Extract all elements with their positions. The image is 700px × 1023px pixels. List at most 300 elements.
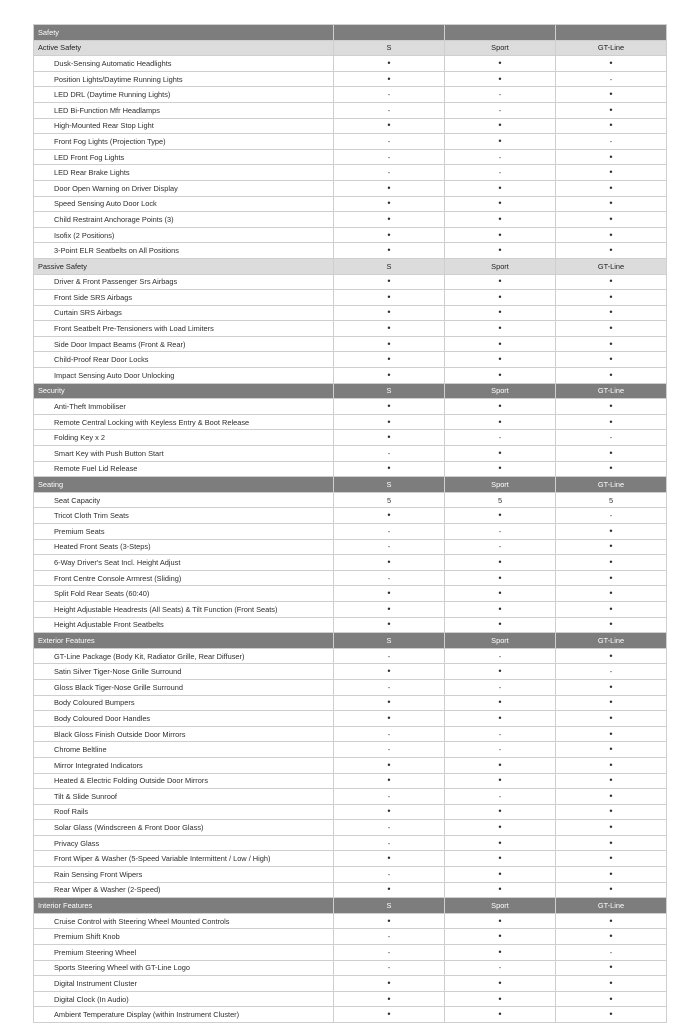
availability-sport: • bbox=[445, 446, 556, 462]
availability-s: • bbox=[334, 430, 445, 446]
availability-s: • bbox=[334, 321, 445, 337]
table-row bbox=[34, 913, 667, 929]
availability-gt-line: • bbox=[556, 461, 667, 477]
table-row bbox=[34, 960, 667, 976]
feature-name: Folding Key x 2 bbox=[34, 430, 334, 446]
availability-sport: • bbox=[445, 243, 556, 259]
availability-s: • bbox=[334, 274, 445, 290]
feature-name: Child-Proof Rear Door Locks bbox=[34, 352, 334, 368]
availability-gt-line: • bbox=[556, 305, 667, 321]
availability-s: - bbox=[334, 726, 445, 742]
availability-sport: - bbox=[445, 430, 556, 446]
feature-name: Side Door Impact Beams (Front & Rear) bbox=[34, 336, 334, 352]
feature-name: LED Front Fog Lights bbox=[34, 149, 334, 165]
table-row bbox=[34, 118, 667, 134]
table-row bbox=[34, 757, 667, 773]
availability-s: - bbox=[334, 835, 445, 851]
feature-name: Tricot Cloth Trim Seats bbox=[34, 508, 334, 524]
availability-gt-line: • bbox=[556, 539, 667, 555]
availability-sport: • bbox=[445, 305, 556, 321]
availability-sport: 5 bbox=[445, 492, 556, 508]
column-header: Sport bbox=[445, 258, 556, 274]
column-header: GT-Line bbox=[556, 258, 667, 274]
availability-sport: • bbox=[445, 399, 556, 415]
table-row bbox=[34, 867, 667, 883]
availability-s: • bbox=[334, 757, 445, 773]
specification-table bbox=[33, 24, 667, 1023]
feature-name: Anti-Theft Immobiliser bbox=[34, 399, 334, 415]
availability-gt-line: • bbox=[556, 180, 667, 196]
feature-name: Impact Sensing Auto Door Unlocking bbox=[34, 368, 334, 384]
availability-sport: - bbox=[445, 726, 556, 742]
availability-sport: • bbox=[445, 508, 556, 524]
availability-sport: - bbox=[445, 742, 556, 758]
table-row bbox=[34, 539, 667, 555]
availability-gt-line: • bbox=[556, 399, 667, 415]
availability-sport: • bbox=[445, 461, 556, 477]
section-header-seating bbox=[34, 477, 667, 493]
table-row bbox=[34, 227, 667, 243]
availability-s: - bbox=[334, 648, 445, 664]
availability-gt-line: • bbox=[556, 960, 667, 976]
availability-s: • bbox=[334, 196, 445, 212]
availability-s: • bbox=[334, 227, 445, 243]
availability-s: • bbox=[334, 399, 445, 415]
table-row bbox=[34, 804, 667, 820]
table-row bbox=[34, 461, 667, 477]
column-header: Sport bbox=[445, 898, 556, 914]
table-row bbox=[34, 835, 667, 851]
feature-name: Isofix (2 Positions) bbox=[34, 227, 334, 243]
feature-name: Chrome Beltline bbox=[34, 742, 334, 758]
availability-s: • bbox=[334, 851, 445, 867]
section-title: Security bbox=[34, 383, 334, 399]
availability-sport: - bbox=[445, 524, 556, 540]
table-row bbox=[34, 945, 667, 961]
availability-s: • bbox=[334, 882, 445, 898]
availability-s: - bbox=[334, 820, 445, 836]
table-row bbox=[34, 648, 667, 664]
table-row bbox=[34, 321, 667, 337]
availability-gt-line: - bbox=[556, 508, 667, 524]
availability-gt-line: • bbox=[556, 570, 667, 586]
availability-s: • bbox=[334, 352, 445, 368]
table-row bbox=[34, 446, 667, 462]
availability-s: • bbox=[334, 368, 445, 384]
availability-s: • bbox=[334, 711, 445, 727]
availability-sport: • bbox=[445, 321, 556, 337]
availability-s: • bbox=[334, 212, 445, 228]
availability-s: • bbox=[334, 305, 445, 321]
table-row bbox=[34, 929, 667, 945]
feature-name: Door Open Warning on Driver Display bbox=[34, 180, 334, 196]
table-row bbox=[34, 773, 667, 789]
feature-name: Privacy Glass bbox=[34, 835, 334, 851]
availability-s: • bbox=[334, 243, 445, 259]
feature-name: Front Wiper & Washer (5-Speed Variable Intermittent / Low / High) bbox=[34, 851, 334, 867]
availability-gt-line: • bbox=[556, 555, 667, 571]
availability-sport: • bbox=[445, 913, 556, 929]
feature-name: Driver & Front Passenger Srs Airbags bbox=[34, 274, 334, 290]
availability-gt-line: • bbox=[556, 352, 667, 368]
availability-sport: - bbox=[445, 539, 556, 555]
availability-gt-line: • bbox=[556, 601, 667, 617]
availability-gt-line: • bbox=[556, 336, 667, 352]
availability-s: - bbox=[334, 149, 445, 165]
availability-s: • bbox=[334, 118, 445, 134]
availability-sport: • bbox=[445, 820, 556, 836]
table-row bbox=[34, 851, 667, 867]
availability-s: • bbox=[334, 336, 445, 352]
subsection-header-passive-safety bbox=[34, 258, 667, 274]
table-row bbox=[34, 664, 667, 680]
availability-s: - bbox=[334, 867, 445, 883]
availability-s: - bbox=[334, 789, 445, 805]
feature-name: Black Gloss Finish Outside Door Mirrors bbox=[34, 726, 334, 742]
availability-gt-line: • bbox=[556, 274, 667, 290]
availability-sport: • bbox=[445, 336, 556, 352]
availability-sport: • bbox=[445, 695, 556, 711]
availability-gt-line: - bbox=[556, 71, 667, 87]
feature-name: Body Coloured Bumpers bbox=[34, 695, 334, 711]
availability-sport: • bbox=[445, 212, 556, 228]
column-header: S bbox=[334, 898, 445, 914]
availability-gt-line: • bbox=[556, 882, 667, 898]
section-header-security bbox=[34, 383, 667, 399]
availability-sport: • bbox=[445, 976, 556, 992]
column-header: GT-Line bbox=[556, 477, 667, 493]
availability-gt-line: • bbox=[556, 524, 667, 540]
feature-name: Front Centre Console Armrest (Sliding) bbox=[34, 570, 334, 586]
availability-gt-line: • bbox=[556, 102, 667, 118]
availability-gt-line: • bbox=[556, 446, 667, 462]
column-header: Sport bbox=[445, 477, 556, 493]
feature-name: Rear Wiper & Washer (2-Speed) bbox=[34, 882, 334, 898]
feature-name: 6-Way Driver's Seat Incl. Height Adjust bbox=[34, 555, 334, 571]
availability-sport: - bbox=[445, 165, 556, 181]
availability-s: • bbox=[334, 664, 445, 680]
table-row bbox=[34, 290, 667, 306]
availability-sport: • bbox=[445, 274, 556, 290]
availability-sport: - bbox=[445, 679, 556, 695]
table-row bbox=[34, 87, 667, 103]
availability-sport: • bbox=[445, 586, 556, 602]
availability-gt-line: • bbox=[556, 929, 667, 945]
feature-name: Dusk-Sensing Automatic Headlights bbox=[34, 56, 334, 72]
availability-gt-line: • bbox=[556, 695, 667, 711]
availability-s: • bbox=[334, 695, 445, 711]
column-header: Sport bbox=[445, 383, 556, 399]
availability-gt-line: • bbox=[556, 679, 667, 695]
availability-sport: - bbox=[445, 149, 556, 165]
availability-sport: • bbox=[445, 929, 556, 945]
feature-name: Smart Key with Push Button Start bbox=[34, 446, 334, 462]
availability-sport: • bbox=[445, 71, 556, 87]
availability-s: • bbox=[334, 414, 445, 430]
feature-name: Body Coloured Door Handles bbox=[34, 711, 334, 727]
feature-name: Curtain SRS Airbags bbox=[34, 305, 334, 321]
availability-gt-line: • bbox=[556, 867, 667, 883]
table-row bbox=[34, 711, 667, 727]
table-row bbox=[34, 305, 667, 321]
availability-gt-line: 5 bbox=[556, 492, 667, 508]
feature-name: Seat Capacity bbox=[34, 492, 334, 508]
table-row bbox=[34, 274, 667, 290]
availability-gt-line: • bbox=[556, 290, 667, 306]
feature-name: Heated & Electric Folding Outside Door Mirrors bbox=[34, 773, 334, 789]
table-row bbox=[34, 212, 667, 228]
availability-gt-line: • bbox=[556, 804, 667, 820]
availability-gt-line: • bbox=[556, 118, 667, 134]
feature-name: Mirror Integrated Indicators bbox=[34, 757, 334, 773]
availability-sport: • bbox=[445, 56, 556, 72]
table-row bbox=[34, 524, 667, 540]
availability-sport: - bbox=[445, 960, 556, 976]
availability-sport: • bbox=[445, 555, 556, 571]
feature-name: Digital Clock (In Audio) bbox=[34, 991, 334, 1007]
availability-s: - bbox=[334, 929, 445, 945]
availability-s: - bbox=[334, 446, 445, 462]
availability-sport: • bbox=[445, 757, 556, 773]
availability-s: • bbox=[334, 71, 445, 87]
table-row bbox=[34, 570, 667, 586]
subsection-header-active-safety bbox=[34, 40, 667, 56]
availability-s: - bbox=[334, 539, 445, 555]
feature-name: Child Restraint Anchorage Points (3) bbox=[34, 212, 334, 228]
column-header: S bbox=[334, 477, 445, 493]
table-row bbox=[34, 555, 667, 571]
availability-s: • bbox=[334, 991, 445, 1007]
availability-s: 5 bbox=[334, 492, 445, 508]
subsection-title: Passive Safety bbox=[34, 258, 334, 274]
availability-s: • bbox=[334, 586, 445, 602]
availability-gt-line: • bbox=[556, 227, 667, 243]
availability-gt-line: • bbox=[556, 1007, 667, 1023]
availability-s: - bbox=[334, 945, 445, 961]
table-row bbox=[34, 991, 667, 1007]
availability-s: - bbox=[334, 102, 445, 118]
availability-gt-line: • bbox=[556, 742, 667, 758]
availability-s: • bbox=[334, 461, 445, 477]
availability-sport: • bbox=[445, 118, 556, 134]
section-title: Safety bbox=[34, 25, 334, 41]
column-header: S bbox=[334, 40, 445, 56]
availability-gt-line: • bbox=[556, 586, 667, 602]
column-header: GT-Line bbox=[556, 40, 667, 56]
availability-sport: • bbox=[445, 290, 556, 306]
table-row bbox=[34, 882, 667, 898]
availability-sport: • bbox=[445, 851, 556, 867]
availability-sport: • bbox=[445, 664, 556, 680]
empty-cell bbox=[445, 25, 556, 41]
table-row bbox=[34, 586, 667, 602]
table-row bbox=[34, 492, 667, 508]
availability-gt-line: • bbox=[556, 617, 667, 633]
availability-sport: • bbox=[445, 1007, 556, 1023]
table-row bbox=[34, 180, 667, 196]
availability-gt-line: • bbox=[556, 149, 667, 165]
section-title: Seating bbox=[34, 477, 334, 493]
availability-gt-line: • bbox=[556, 851, 667, 867]
availability-sport: • bbox=[445, 196, 556, 212]
availability-s: • bbox=[334, 290, 445, 306]
availability-gt-line: • bbox=[556, 976, 667, 992]
section-title: Exterior Features bbox=[34, 633, 334, 649]
availability-gt-line: • bbox=[556, 321, 667, 337]
table-row bbox=[34, 679, 667, 695]
table-row bbox=[34, 352, 667, 368]
feature-name: Heated Front Seats (3-Steps) bbox=[34, 539, 334, 555]
feature-name: Position Lights/Daytime Running Lights bbox=[34, 71, 334, 87]
availability-s: • bbox=[334, 804, 445, 820]
table-row bbox=[34, 399, 667, 415]
availability-gt-line: • bbox=[556, 368, 667, 384]
table-row bbox=[34, 71, 667, 87]
availability-s: - bbox=[334, 742, 445, 758]
table-row bbox=[34, 695, 667, 711]
availability-gt-line: • bbox=[556, 835, 667, 851]
availability-sport: • bbox=[445, 570, 556, 586]
feature-name: Split Fold Rear Seats (60:40) bbox=[34, 586, 334, 602]
availability-sport: • bbox=[445, 134, 556, 150]
availability-gt-line: • bbox=[556, 648, 667, 664]
table-row bbox=[34, 617, 667, 633]
column-header: Sport bbox=[445, 40, 556, 56]
availability-s: - bbox=[334, 87, 445, 103]
availability-gt-line: • bbox=[556, 991, 667, 1007]
section-title: Interior Features bbox=[34, 898, 334, 914]
availability-sport: • bbox=[445, 804, 556, 820]
availability-sport: • bbox=[445, 882, 556, 898]
availability-sport: • bbox=[445, 352, 556, 368]
empty-cell bbox=[334, 25, 445, 41]
section-header-exterior-features bbox=[34, 633, 667, 649]
availability-gt-line: - bbox=[556, 664, 667, 680]
availability-s: • bbox=[334, 1007, 445, 1023]
availability-sport: • bbox=[445, 601, 556, 617]
feature-name: Gloss Black Tiger-Nose Grille Surround bbox=[34, 679, 334, 695]
availability-sport: • bbox=[445, 773, 556, 789]
feature-name: Digital Instrument Cluster bbox=[34, 976, 334, 992]
table-row bbox=[34, 368, 667, 384]
section-header-interior-features bbox=[34, 898, 667, 914]
feature-name: Ambient Temperature Display (within Instrument Cluster) bbox=[34, 1007, 334, 1023]
availability-gt-line: • bbox=[556, 789, 667, 805]
table-row bbox=[34, 149, 667, 165]
availability-gt-line: • bbox=[556, 212, 667, 228]
empty-cell bbox=[556, 25, 667, 41]
availability-gt-line: • bbox=[556, 196, 667, 212]
table-row bbox=[34, 601, 667, 617]
availability-s: • bbox=[334, 56, 445, 72]
availability-gt-line: • bbox=[556, 913, 667, 929]
availability-gt-line: • bbox=[556, 87, 667, 103]
feature-name: LED Rear Brake Lights bbox=[34, 165, 334, 181]
availability-sport: • bbox=[445, 227, 556, 243]
availability-s: - bbox=[334, 134, 445, 150]
table-row bbox=[34, 165, 667, 181]
availability-s: • bbox=[334, 976, 445, 992]
table-row bbox=[34, 414, 667, 430]
feature-name: Front Seatbelt Pre-Tensioners with Load Limiters bbox=[34, 321, 334, 337]
availability-s: • bbox=[334, 180, 445, 196]
availability-gt-line: • bbox=[556, 414, 667, 430]
availability-s: • bbox=[334, 555, 445, 571]
availability-gt-line: • bbox=[556, 757, 667, 773]
availability-sport: - bbox=[445, 102, 556, 118]
availability-sport: • bbox=[445, 945, 556, 961]
table-row bbox=[34, 196, 667, 212]
availability-gt-line: - bbox=[556, 945, 667, 961]
feature-name: GT-Line Package (Body Kit, Radiator Grille, Rear Diffuser) bbox=[34, 648, 334, 664]
availability-s: - bbox=[334, 570, 445, 586]
column-header: GT-Line bbox=[556, 383, 667, 399]
availability-s: • bbox=[334, 773, 445, 789]
availability-sport: - bbox=[445, 648, 556, 664]
feature-name: Satin Silver Tiger-Nose Grille Surround bbox=[34, 664, 334, 680]
feature-name: Front Side SRS Airbags bbox=[34, 290, 334, 306]
availability-s: • bbox=[334, 601, 445, 617]
availability-gt-line: • bbox=[556, 773, 667, 789]
availability-s: - bbox=[334, 165, 445, 181]
section-header-safety bbox=[34, 25, 667, 41]
availability-s: - bbox=[334, 679, 445, 695]
feature-name: Front Fog Lights (Projection Type) bbox=[34, 134, 334, 150]
feature-name: Cruise Control with Steering Wheel Mounted Controls bbox=[34, 913, 334, 929]
feature-name: LED Bi-Function Mfr Headlamps bbox=[34, 102, 334, 118]
column-header: S bbox=[334, 383, 445, 399]
availability-s: • bbox=[334, 508, 445, 524]
feature-name: Solar Glass (Windscreen & Front Door Glass) bbox=[34, 820, 334, 836]
table-row bbox=[34, 726, 667, 742]
feature-name: Roof Rails bbox=[34, 804, 334, 820]
table-row bbox=[34, 820, 667, 836]
column-header: Sport bbox=[445, 633, 556, 649]
column-header: GT-Line bbox=[556, 633, 667, 649]
feature-name: LED DRL (Daytime Running Lights) bbox=[34, 87, 334, 103]
feature-name: Sports Steering Wheel with GT-Line Logo bbox=[34, 960, 334, 976]
availability-gt-line: • bbox=[556, 820, 667, 836]
availability-gt-line: - bbox=[556, 134, 667, 150]
availability-s: • bbox=[334, 913, 445, 929]
availability-gt-line: • bbox=[556, 56, 667, 72]
subsection-title: Active Safety bbox=[34, 40, 334, 56]
table-row bbox=[34, 102, 667, 118]
feature-name: Remote Central Locking with Keyless Entry & Boot Release bbox=[34, 414, 334, 430]
table-row bbox=[34, 56, 667, 72]
availability-sport: • bbox=[445, 711, 556, 727]
availability-sport: • bbox=[445, 368, 556, 384]
availability-gt-line: • bbox=[556, 711, 667, 727]
availability-gt-line: • bbox=[556, 243, 667, 259]
table-row bbox=[34, 1007, 667, 1023]
availability-s: - bbox=[334, 524, 445, 540]
column-header: GT-Line bbox=[556, 898, 667, 914]
feature-name: High-Mounted Rear Stop Light bbox=[34, 118, 334, 134]
column-header: S bbox=[334, 258, 445, 274]
feature-name: 3-Point ELR Seatbelts on All Positions bbox=[34, 243, 334, 259]
availability-sport: • bbox=[445, 991, 556, 1007]
availability-gt-line: - bbox=[556, 430, 667, 446]
table-row bbox=[34, 976, 667, 992]
availability-sport: • bbox=[445, 414, 556, 430]
feature-name: Premium Steering Wheel bbox=[34, 945, 334, 961]
availability-sport: - bbox=[445, 789, 556, 805]
feature-name: Tilt & Slide Sunroof bbox=[34, 789, 334, 805]
table-row bbox=[34, 508, 667, 524]
table-row bbox=[34, 336, 667, 352]
availability-sport: • bbox=[445, 617, 556, 633]
